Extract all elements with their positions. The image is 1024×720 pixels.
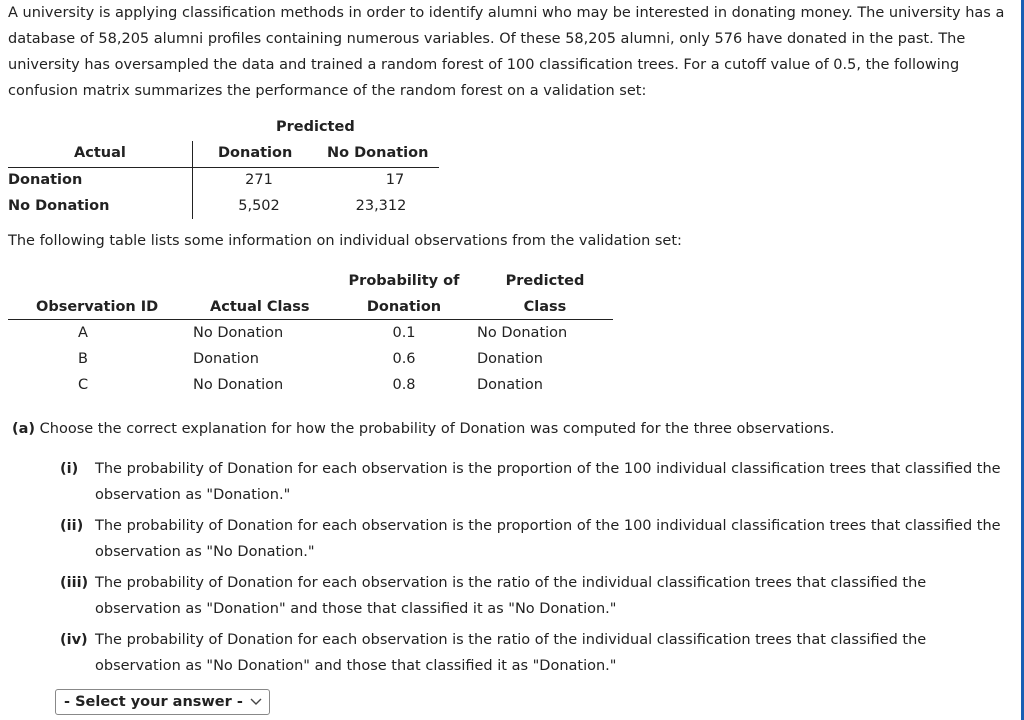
header-prob-line1: Probability of <box>348 273 460 289</box>
col-header-no-donation: No Donation <box>327 145 429 161</box>
option-number: (i) <box>60 461 79 477</box>
table-cell-id: B <box>78 351 88 367</box>
cell-nodonation-donation: 5,502 <box>238 198 280 214</box>
chevron-down-icon <box>249 693 263 711</box>
table-cell-actual: Donation <box>193 351 259 367</box>
option-number: (iii) <box>60 575 89 591</box>
table-cell-prob: 0.8 <box>392 377 416 393</box>
header-prob-line2: Donation <box>366 299 442 315</box>
table-cell-actual: No Donation <box>193 377 284 393</box>
option-text: The probability of Donation for each observation is the ratio of the individual classification trees that classified the observation as "No Donation" and those that classified it as "Donation." <box>95 632 927 674</box>
col-header-donation: Donation <box>218 145 293 161</box>
question-text: Choose the correct explanation for how the probability of Donation was computed for the three observations. <box>39 421 835 437</box>
problem-intro: A university is applying classification methods in order to identify alumni who may be interested in donating money. The university has a database of 58,205 alumni profiles containing numerous variables. Of these 58,205 alumni, only 576 have donated in the past. The university has oversampled the data and trained a random forest of 100 classification trees. For a cutoff value of 0.5, the following confusion matrix summarizes the performance of the random forest on a validation set: <box>8 5 1005 99</box>
row-label-no-donation: No Donation <box>8 198 110 214</box>
table-cell-pred: No Donation <box>477 325 568 341</box>
cell-donation-donation: 271 <box>245 172 273 188</box>
table-cell-prob: 0.1 <box>392 325 416 341</box>
answer-select-dropdown[interactable] <box>55 689 270 715</box>
matrix-divider-horizontal <box>8 167 439 168</box>
option-ii <box>60 513 1010 565</box>
table-intro-text: The following table lists some information on individual observations from the validation set: <box>8 233 682 249</box>
header-observation-id: Observation ID <box>36 299 159 315</box>
matrix-divider-vertical <box>192 141 193 219</box>
header-pred-line2: Class <box>523 299 567 315</box>
confusion-matrix <box>8 114 448 224</box>
question-a <box>12 417 834 441</box>
option-number: (iv) <box>60 632 88 648</box>
table-cell-pred: Donation <box>477 351 543 367</box>
row-label-donation: Donation <box>8 172 83 188</box>
option-iii <box>60 570 1010 622</box>
select-label: - Select your answer - <box>64 694 243 710</box>
actual-header: Actual <box>74 145 126 161</box>
header-actual-class: Actual Class <box>210 299 310 315</box>
option-text: The probability of Donation for each observation is the proportion of the 100 individual classification trees that classified the observation as "No Donation." <box>95 518 1001 560</box>
option-iv <box>60 627 1010 679</box>
table-cell-id: C <box>77 377 89 393</box>
answer-options <box>60 456 1010 684</box>
option-number: (ii) <box>60 518 84 534</box>
header-pred-line1: Predicted <box>505 273 585 289</box>
table-cell-id: A <box>78 325 88 341</box>
observation-table <box>8 268 618 398</box>
option-text: The probability of Donation for each observation is the proportion of the 100 individual classification trees that classified the observation as "Donation." <box>95 461 1001 503</box>
table-header-divider <box>8 319 613 320</box>
table-cell-pred: Donation <box>477 377 543 393</box>
cell-nodonation-nodonation: 23,312 <box>355 198 407 214</box>
question-label: (a) <box>12 421 36 437</box>
option-text: The probability of Donation for each observation is the ratio of the individual classification trees that classified the observation as "Donation" and those that classified it as "No Donation." <box>95 575 927 617</box>
table-cell-prob: 0.6 <box>392 351 416 367</box>
table-cell-actual: No Donation <box>193 325 284 341</box>
predicted-header: Predicted <box>276 119 355 135</box>
option-i <box>60 456 1010 508</box>
cell-donation-nodonation: 17 <box>385 172 405 188</box>
